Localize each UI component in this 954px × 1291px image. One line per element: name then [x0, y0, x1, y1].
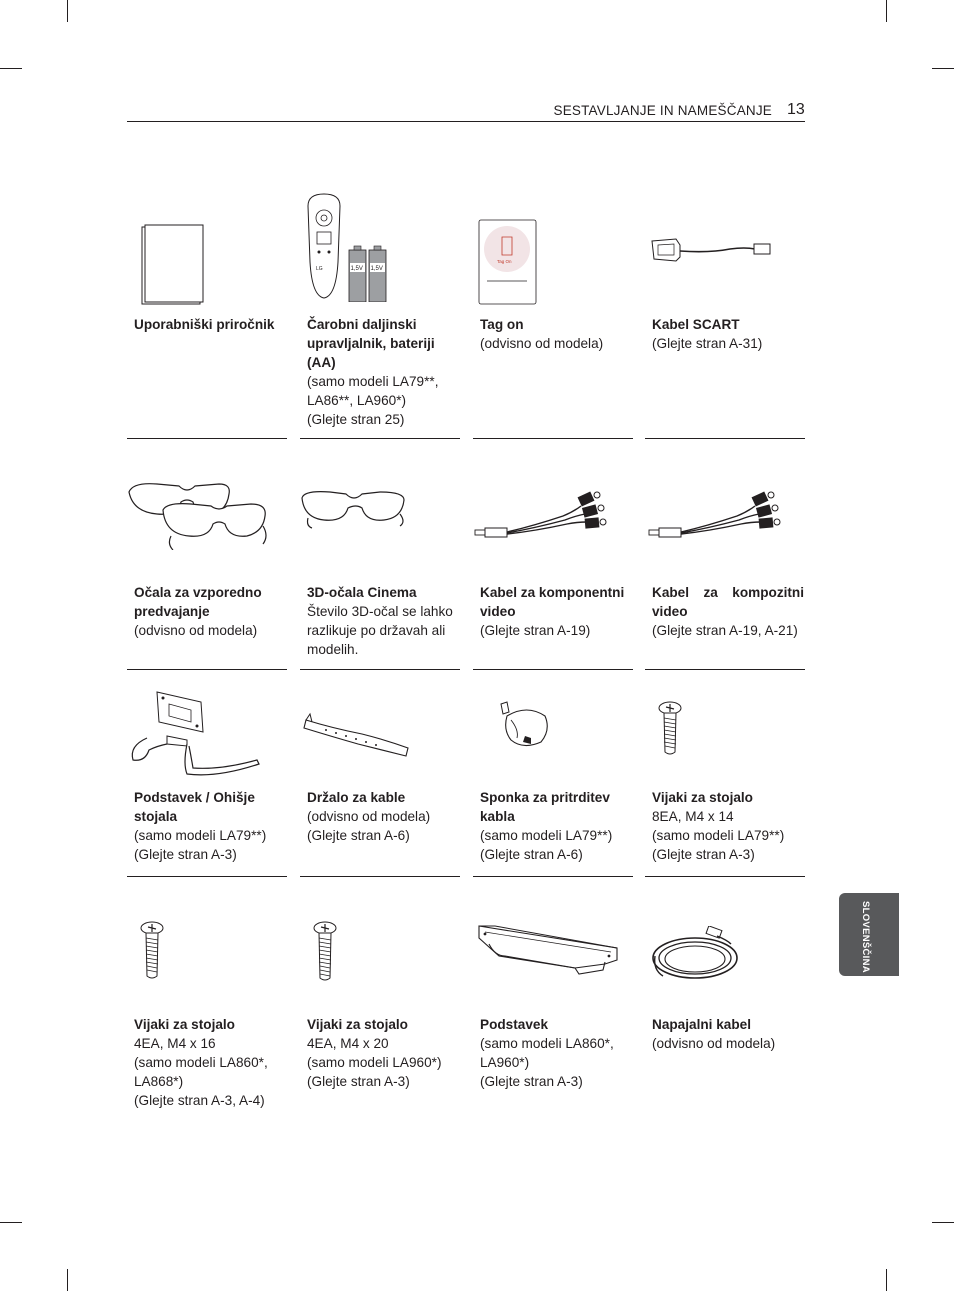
crop-mark: [932, 1222, 954, 1223]
cell-divider: [300, 876, 460, 877]
composite-cable-illustration: [647, 486, 787, 542]
item-desc: (samo modeli LA79**) (Glejte stran A-6): [480, 828, 613, 862]
component-cable-illustration: [473, 486, 613, 542]
language-tab-label: SLOVENŠČINA: [860, 901, 871, 973]
power-cord-illustration: [649, 926, 745, 982]
cell-divider: [645, 669, 805, 670]
item-name: Uporabniški priročnik: [134, 317, 275, 332]
crop-mark: [0, 1222, 22, 1223]
dual-play-glasses-illustration: [127, 480, 271, 550]
item-desc: 8EA, M4 x 14 (samo modeli LA79**) (Glejte stran A-3): [652, 809, 785, 862]
item-desc: Število 3D-očal se lahko razlikuje po državah ali modelih.: [307, 604, 453, 657]
cell-divider: [127, 876, 287, 877]
page-number: 13: [787, 101, 805, 118]
cell-divider: [300, 438, 460, 439]
cell-divider: [300, 669, 460, 670]
crop-mark: [932, 68, 954, 69]
item-name: Držalo za kable: [307, 790, 406, 805]
item-desc: (samo modeli LA79**, LA86**, LA960*) (Glejte stran 25): [307, 374, 439, 427]
cell-divider: [127, 438, 287, 439]
battery-label: 1,5V: [370, 266, 383, 272]
screw-illustration: [139, 920, 165, 982]
item-desc: (odvisno od modela): [480, 336, 604, 351]
cell-divider: [473, 876, 633, 877]
cell-divider: [127, 669, 287, 670]
crop-mark: [67, 1269, 68, 1291]
item-desc: (Glejte stran A-31): [652, 336, 763, 351]
cell-divider: [645, 876, 805, 877]
battery-label: 1,5V: [350, 266, 363, 272]
item-name: Napajalni kabel: [652, 1017, 751, 1032]
item-desc: (odvisno od modela): [134, 623, 258, 638]
item-desc: (Glejte stran A-19): [480, 623, 591, 638]
item-name: Tag on: [480, 317, 524, 332]
scart-cable-illustration: [650, 235, 774, 267]
item-name: Kabel SCART: [652, 317, 740, 332]
screw-illustration: [312, 920, 338, 984]
item-name: Vijaki za stojalo: [307, 1017, 408, 1032]
cell-divider: [473, 438, 633, 439]
stand-base-illustration: [127, 686, 263, 780]
item-name: Čarobni daljinski upravljalnik, bateriji (AA): [307, 317, 435, 370]
item-name: Kabel za komponentni video: [480, 585, 625, 619]
item-desc: 4EA, M4 x 20 (samo modeli LA960*) (Glejte stran A-3): [307, 1036, 442, 1089]
item-desc: (odvisno od modela): [652, 1036, 776, 1051]
remote-illustration: [304, 192, 390, 302]
language-tab: [839, 893, 899, 976]
item-desc: (samo modeli LA860*, LA960*) (Glejte stran A-3): [480, 1036, 614, 1089]
crop-mark: [0, 68, 22, 69]
item-desc: (odvisno od modela) (Glejte stran A-6): [307, 809, 431, 843]
tag-on-illustration: [478, 219, 538, 307]
item-name: Sponka za pritrditev kabla: [480, 790, 610, 824]
item-name: 3D-očala Cinema: [307, 585, 417, 600]
item-desc: (samo modeli LA79**) (Glejte stran A-3): [134, 828, 267, 862]
cell-divider: [645, 438, 805, 439]
screw-illustration: [657, 700, 683, 758]
header-divider: [127, 121, 805, 122]
section-title: SESTAVLJANJE IN NAMEŠČANJE: [553, 103, 772, 118]
tag-on-label: Tag On: [497, 259, 512, 264]
stand-illustration: [475, 922, 619, 978]
cable-holder-illustration: [302, 710, 414, 762]
cinema-3d-glasses-illustration: [300, 488, 410, 530]
cell-divider: [473, 669, 633, 670]
remote-brand-logo: LG: [316, 266, 323, 272]
item-name: Podstavek / Ohišje stojala: [134, 790, 255, 824]
crop-mark: [886, 1269, 887, 1291]
manual-illustration: [141, 224, 205, 306]
item-name: Vijaki za stojalo: [134, 1017, 235, 1032]
crop-mark: [67, 0, 68, 22]
cable-clip-illustration: [497, 700, 553, 750]
item-name: Vijaki za stojalo: [652, 790, 753, 805]
item-desc: 4EA, M4 x 16 (samo modeli LA860*, LA868*) (Glejte stran A-3, A-4): [134, 1036, 268, 1108]
item-name: Podstavek: [480, 1017, 549, 1032]
item-name: Kabel za kompozitni video: [652, 585, 804, 619]
crop-mark: [886, 0, 887, 22]
item-desc: (Glejte stran A-19, A-21): [652, 623, 798, 638]
item-name: Očala za vzporedno predvajanje: [134, 585, 262, 619]
